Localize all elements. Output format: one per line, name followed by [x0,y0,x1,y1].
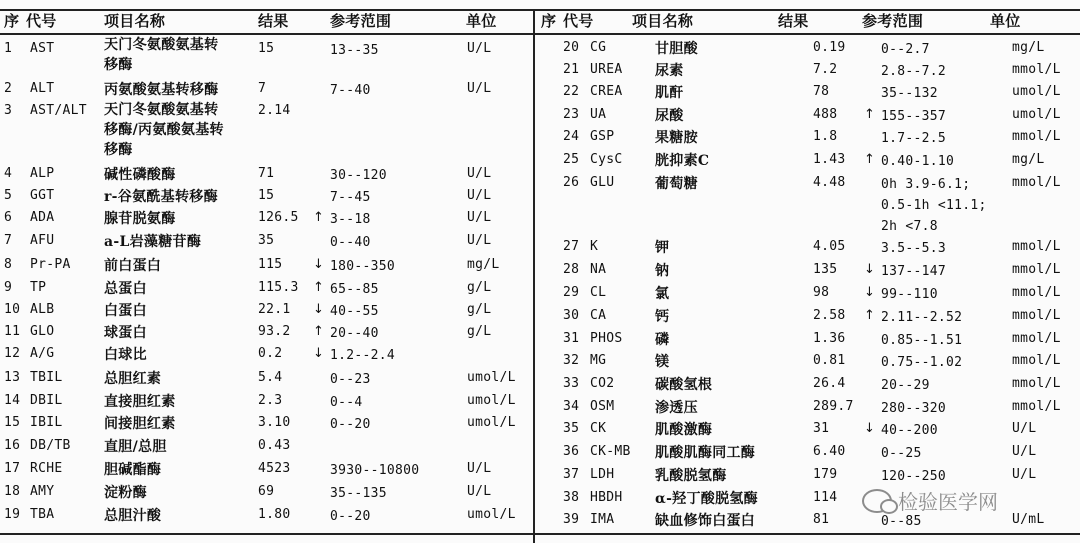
row-result: 1.36 [813,331,846,346]
row-reference-range: 0.85--1.51 [881,333,963,348]
row-unit: mmol/L [1012,353,1061,368]
header-name-left: 项目名称 [104,12,166,30]
row-reference-range: 7--45 [330,190,371,205]
row-flag-arrow: ↓ [864,262,876,277]
header-unit-left: 单位 [466,12,497,30]
row-seq: 26 [563,175,580,190]
row-result: 289.7 [813,399,854,414]
row-seq: 24 [563,129,580,144]
row-unit: U/L [467,233,492,248]
row-unit: g/L [467,324,492,339]
row-code: IBIL [30,415,63,430]
row-result: 0.81 [813,353,846,368]
row-code: CO2 [590,376,615,391]
row-flag-arrow: ↓ [313,346,325,361]
row-seq: 39 [563,512,580,527]
row-result: 1.43 [813,152,846,167]
row-reference-range: 35--132 [881,86,938,101]
row-flag-arrow: ↑ [864,152,876,167]
row-result: 0.19 [813,40,846,55]
row-code: GLU [590,175,615,190]
row-unit: U/L [1012,421,1037,436]
row-seq: 28 [563,262,580,277]
row-code: AST [30,41,55,56]
row-unit: U/L [1012,467,1037,482]
header-result-left: 结果 [258,12,289,30]
row-result: 0.43 [258,438,291,453]
header-result-right: 结果 [778,12,809,30]
row-item-name: a-L岩藻糖苷酶 [104,234,202,250]
row-reference-range: 0--4 [330,395,363,410]
row-code: DB/TB [30,438,71,453]
row-item-name: 乳酸脱氢酶 [655,468,727,484]
row-flag-arrow: ↓ [864,285,876,300]
row-result: 15 [258,188,275,203]
row-code: TP [30,280,47,295]
header-name-right: 项目名称 [632,12,694,30]
row-code: IMA [590,512,615,527]
row-seq: 27 [563,239,580,254]
row-flag-arrow: ↓ [864,421,876,436]
row-item-name: 碳酸氢根 [655,377,713,393]
row-result: 69 [258,484,275,499]
row-reference-range: 3.5--5.3 [881,241,947,256]
row-result: 31 [813,421,830,436]
row-seq: 9 [4,280,13,295]
row-seq: 8 [4,257,13,272]
row-seq: 34 [563,399,580,414]
wechat-icon [862,489,892,513]
row-unit: U/L [1012,444,1037,459]
row-seq: 3 [4,103,13,118]
row-item-name: 直接胆红素 [104,394,176,410]
row-reference-range: 3930--10800 [330,463,420,478]
row-reference-range: 280--320 [881,401,947,416]
row-reference-range: 0.75--1.02 [881,355,963,370]
row-code: CK-MB [590,444,631,459]
row-code: PHOS [590,331,623,346]
row-flag-arrow: ↑ [864,107,876,122]
row-result: 3.10 [258,415,291,430]
row-code: NA [590,262,607,277]
row-code: GSP [590,129,615,144]
row-code: AFU [30,233,55,248]
row-flag-arrow: ↓ [313,257,325,272]
row-seq: 21 [563,62,580,77]
row-item-name: 间接胆红素 [104,416,176,432]
row-item-name: r-谷氨酰基转移酶 [104,189,218,205]
row-item-name: 钙 [655,309,670,325]
row-seq: 17 [4,461,21,476]
row-unit: mmol/L [1012,129,1061,144]
row-seq: 22 [563,84,580,99]
row-result: 93.2 [258,324,291,339]
row-reference-range: 65--85 [330,282,379,297]
row-item-name: α-羟丁酸脱氢酶 [655,491,758,507]
row-reference-range: 7--40 [330,83,371,98]
row-result: 2.3 [258,393,283,408]
row-item-name: 尿酸 [655,108,684,124]
row-reference-range: 120--250 [881,469,947,484]
row-reference-range: 180--350 [330,259,396,274]
row-seq: 19 [4,507,21,522]
row-unit: mmol/L [1012,175,1061,190]
row-reference-range: 20--29 [881,378,930,393]
row-seq: 38 [563,490,580,505]
watermark-text: 检验医学网 [898,490,998,514]
row-reference-range: 0.40-1.10 [881,154,955,169]
row-reference-range: 0--2.7 [881,42,930,57]
row-code: TBIL [30,370,63,385]
row-unit: U/L [467,166,492,181]
row-reference-range: 0--20 [330,417,371,432]
row-flag-arrow: ↑ [313,324,325,339]
row-result: 7.2 [813,62,838,77]
header-code-left: 代号 [26,12,57,30]
row-item-name: 钠 [655,263,670,279]
row-seq: 30 [563,308,580,323]
row-item-name: 前白蛋白 [104,258,162,274]
header-seq-left: 序 [4,12,20,30]
row-result: 4523 [258,461,291,476]
column-divider [533,9,535,543]
row-unit: mmol/L [1012,308,1061,323]
row-code: K [590,239,599,254]
row-result: 488 [813,107,838,122]
row-code: CK [590,421,607,436]
row-item-name: 肌酐 [655,85,684,101]
row-item-name: 总胆红素 [104,371,162,387]
row-item-name: 白球比 [104,347,147,363]
row-unit: umol/L [467,415,516,430]
row-reference-range: 0--23 [330,372,371,387]
row-item-name: 天门冬氨酸氨基转 移酶/丙氨酸氨基转 移酶 [104,102,224,158]
row-result: 1.8 [813,129,838,144]
row-item-name: 天门冬氨酸氨基转 移酶 [104,37,219,73]
row-result: 7 [258,81,267,96]
row-result: 0.2 [258,346,283,361]
row-seq: 23 [563,107,580,122]
row-result: 115.3 [258,280,299,295]
row-seq: 18 [4,484,21,499]
row-code: ALT [30,81,55,96]
row-reference-range: 0--20 [330,509,371,524]
row-result: 115 [258,257,283,272]
row-reference-range: 0--40 [330,235,371,250]
row-unit: umol/L [467,507,516,522]
row-result: 1.80 [258,507,291,522]
row-code: Pr-PA [30,257,71,272]
row-result: 4.05 [813,239,846,254]
row-unit: U/L [467,188,492,203]
row-unit: g/L [467,280,492,295]
row-result: 135 [813,262,838,277]
row-seq: 32 [563,353,580,368]
row-unit: U/L [467,210,492,225]
row-result: 81 [813,512,830,527]
row-code: ALP [30,166,55,181]
row-seq: 12 [4,346,21,361]
row-result: 35 [258,233,275,248]
row-unit: umol/L [1012,84,1061,99]
row-code: GGT [30,188,55,203]
row-seq: 29 [563,285,580,300]
row-flag-arrow: ↑ [313,210,325,225]
row-item-name: 腺苷脱氨酶 [104,211,176,227]
row-item-name: 直胆/总胆 [104,439,167,455]
row-code: TBA [30,507,55,522]
row-code: UREA [590,62,623,77]
row-code: CREA [590,84,623,99]
row-reference-range: 1.7--2.5 [881,131,947,146]
row-code: AMY [30,484,55,499]
row-code: OSM [590,399,615,414]
row-reference-range: 40--55 [330,304,379,319]
row-unit: umol/L [467,370,516,385]
row-flag-arrow: ↑ [864,308,876,323]
row-seq: 37 [563,467,580,482]
row-unit: mg/L [467,257,500,272]
row-unit: mmol/L [1012,239,1061,254]
row-seq: 13 [4,370,21,385]
row-code: UA [590,107,607,122]
row-result: 78 [813,84,830,99]
row-item-name: 胆碱酯酶 [104,462,162,478]
row-reference-range: 30--120 [330,168,387,183]
row-reference-range: 0h 3.9-6.1; 0.5-1h <11.1; 2h <7.8 [881,177,987,234]
row-seq: 33 [563,376,580,391]
row-reference-range: 0--25 [881,446,922,461]
row-seq: 5 [4,188,13,203]
row-seq: 20 [563,40,580,55]
row-code: HBDH [590,490,623,505]
header-code-right: 代号 [563,12,594,30]
row-item-name: 尿素 [655,63,684,79]
row-reference-range: 1.2--2.4 [330,348,396,363]
row-reference-range: 40--200 [881,423,938,438]
row-code: ADA [30,210,55,225]
row-code: CA [590,308,607,323]
row-seq: 14 [4,393,21,408]
row-item-name: 淀粉酶 [104,485,147,501]
row-item-name: 丙氨酸氨基转移酶 [104,82,219,98]
row-item-name: 肌酸肌酶同工酶 [655,445,756,461]
header-range-right: 参考范围 [862,12,924,30]
row-unit: U/L [467,461,492,476]
row-unit: mmol/L [1012,331,1061,346]
row-unit: mmol/L [1012,285,1061,300]
row-unit: mmol/L [1012,399,1061,414]
row-item-name: 葡萄糖 [655,176,698,192]
row-seq: 15 [4,415,21,430]
row-result: 114 [813,490,838,505]
row-item-name: 缺血修饰白蛋白 [655,513,756,529]
row-result: 98 [813,285,830,300]
row-item-name: 白蛋白 [104,303,147,319]
row-code: CysC [590,152,623,167]
row-item-name: 镁 [655,354,670,370]
row-item-name: 甘胆酸 [655,41,698,57]
row-result: 126.5 [258,210,299,225]
row-item-name: 氯 [655,286,670,302]
row-seq: 1 [4,41,13,56]
row-reference-range: 0--85 [881,514,922,529]
row-reference-range: 2.8--7.2 [881,64,947,79]
row-seq: 2 [4,81,13,96]
row-unit: umol/L [1012,107,1061,122]
row-code: LDH [590,467,615,482]
row-unit: g/L [467,302,492,317]
row-item-name: 碱性磷酸酶 [104,167,176,183]
row-flag-arrow: ↓ [313,302,325,317]
row-code: RCHE [30,461,63,476]
row-item-name: 果糖胺 [655,130,698,146]
row-item-name: 球蛋白 [104,325,147,341]
row-item-name: 胱抑素C [655,153,710,169]
row-code: CG [590,40,607,55]
row-item-name: 磷 [655,332,670,348]
row-seq: 36 [563,444,580,459]
row-unit: U/L [467,81,492,96]
row-code: DBIL [30,393,63,408]
row-item-name: 肌酸激酶 [655,422,713,438]
row-code: MG [590,353,607,368]
row-seq: 11 [4,324,21,339]
row-reference-range: 35--135 [330,486,387,501]
row-unit: mg/L [1012,40,1045,55]
row-code: GLO [30,324,55,339]
row-result: 15 [258,41,275,56]
row-unit: mmol/L [1012,376,1061,391]
row-reference-range: 3--18 [330,212,371,227]
row-code: AST/ALT [30,103,87,118]
row-result: 6.40 [813,444,846,459]
row-result: 22.1 [258,302,291,317]
row-unit: mmol/L [1012,62,1061,77]
row-result: 2.58 [813,308,846,323]
bottom-border [0,533,1080,535]
header-unit-right: 单位 [990,12,1021,30]
row-result: 2.14 [258,103,291,118]
row-seq: 6 [4,210,13,225]
row-seq: 31 [563,331,580,346]
header-seq-right: 序 [541,12,557,30]
header-range-left: 参考范围 [330,12,392,30]
row-unit: U/L [467,41,492,56]
row-flag-arrow: ↑ [313,280,325,295]
row-unit: mg/L [1012,152,1045,167]
row-result: 4.48 [813,175,846,190]
row-seq: 10 [4,302,21,317]
row-code: ALB [30,302,55,317]
row-result: 71 [258,166,275,181]
row-reference-range: 2.11--2.52 [881,310,963,325]
row-reference-range: 155--357 [881,109,947,124]
row-code: A/G [30,346,55,361]
row-unit: mmol/L [1012,262,1061,277]
row-unit: U/L [467,484,492,499]
row-code: CL [590,285,607,300]
row-seq: 7 [4,233,13,248]
row-item-name: 渗透压 [655,400,698,416]
row-seq: 4 [4,166,13,181]
row-result: 179 [813,467,838,482]
row-unit: umol/L [467,393,516,408]
row-item-name: 钾 [655,240,670,256]
row-item-name: 总胆汁酸 [104,508,162,524]
row-reference-range: 20--40 [330,326,379,341]
row-reference-range: 137--147 [881,264,947,279]
row-item-name: 总蛋白 [104,281,147,297]
row-result: 5.4 [258,370,283,385]
row-unit: U/mL [1012,512,1045,527]
row-reference-range: 13--35 [330,43,379,58]
row-seq: 35 [563,421,580,436]
row-seq: 25 [563,152,580,167]
row-reference-range: 99--110 [881,287,938,302]
row-seq: 16 [4,438,21,453]
top-border [0,9,1080,11]
row-result: 26.4 [813,376,846,391]
